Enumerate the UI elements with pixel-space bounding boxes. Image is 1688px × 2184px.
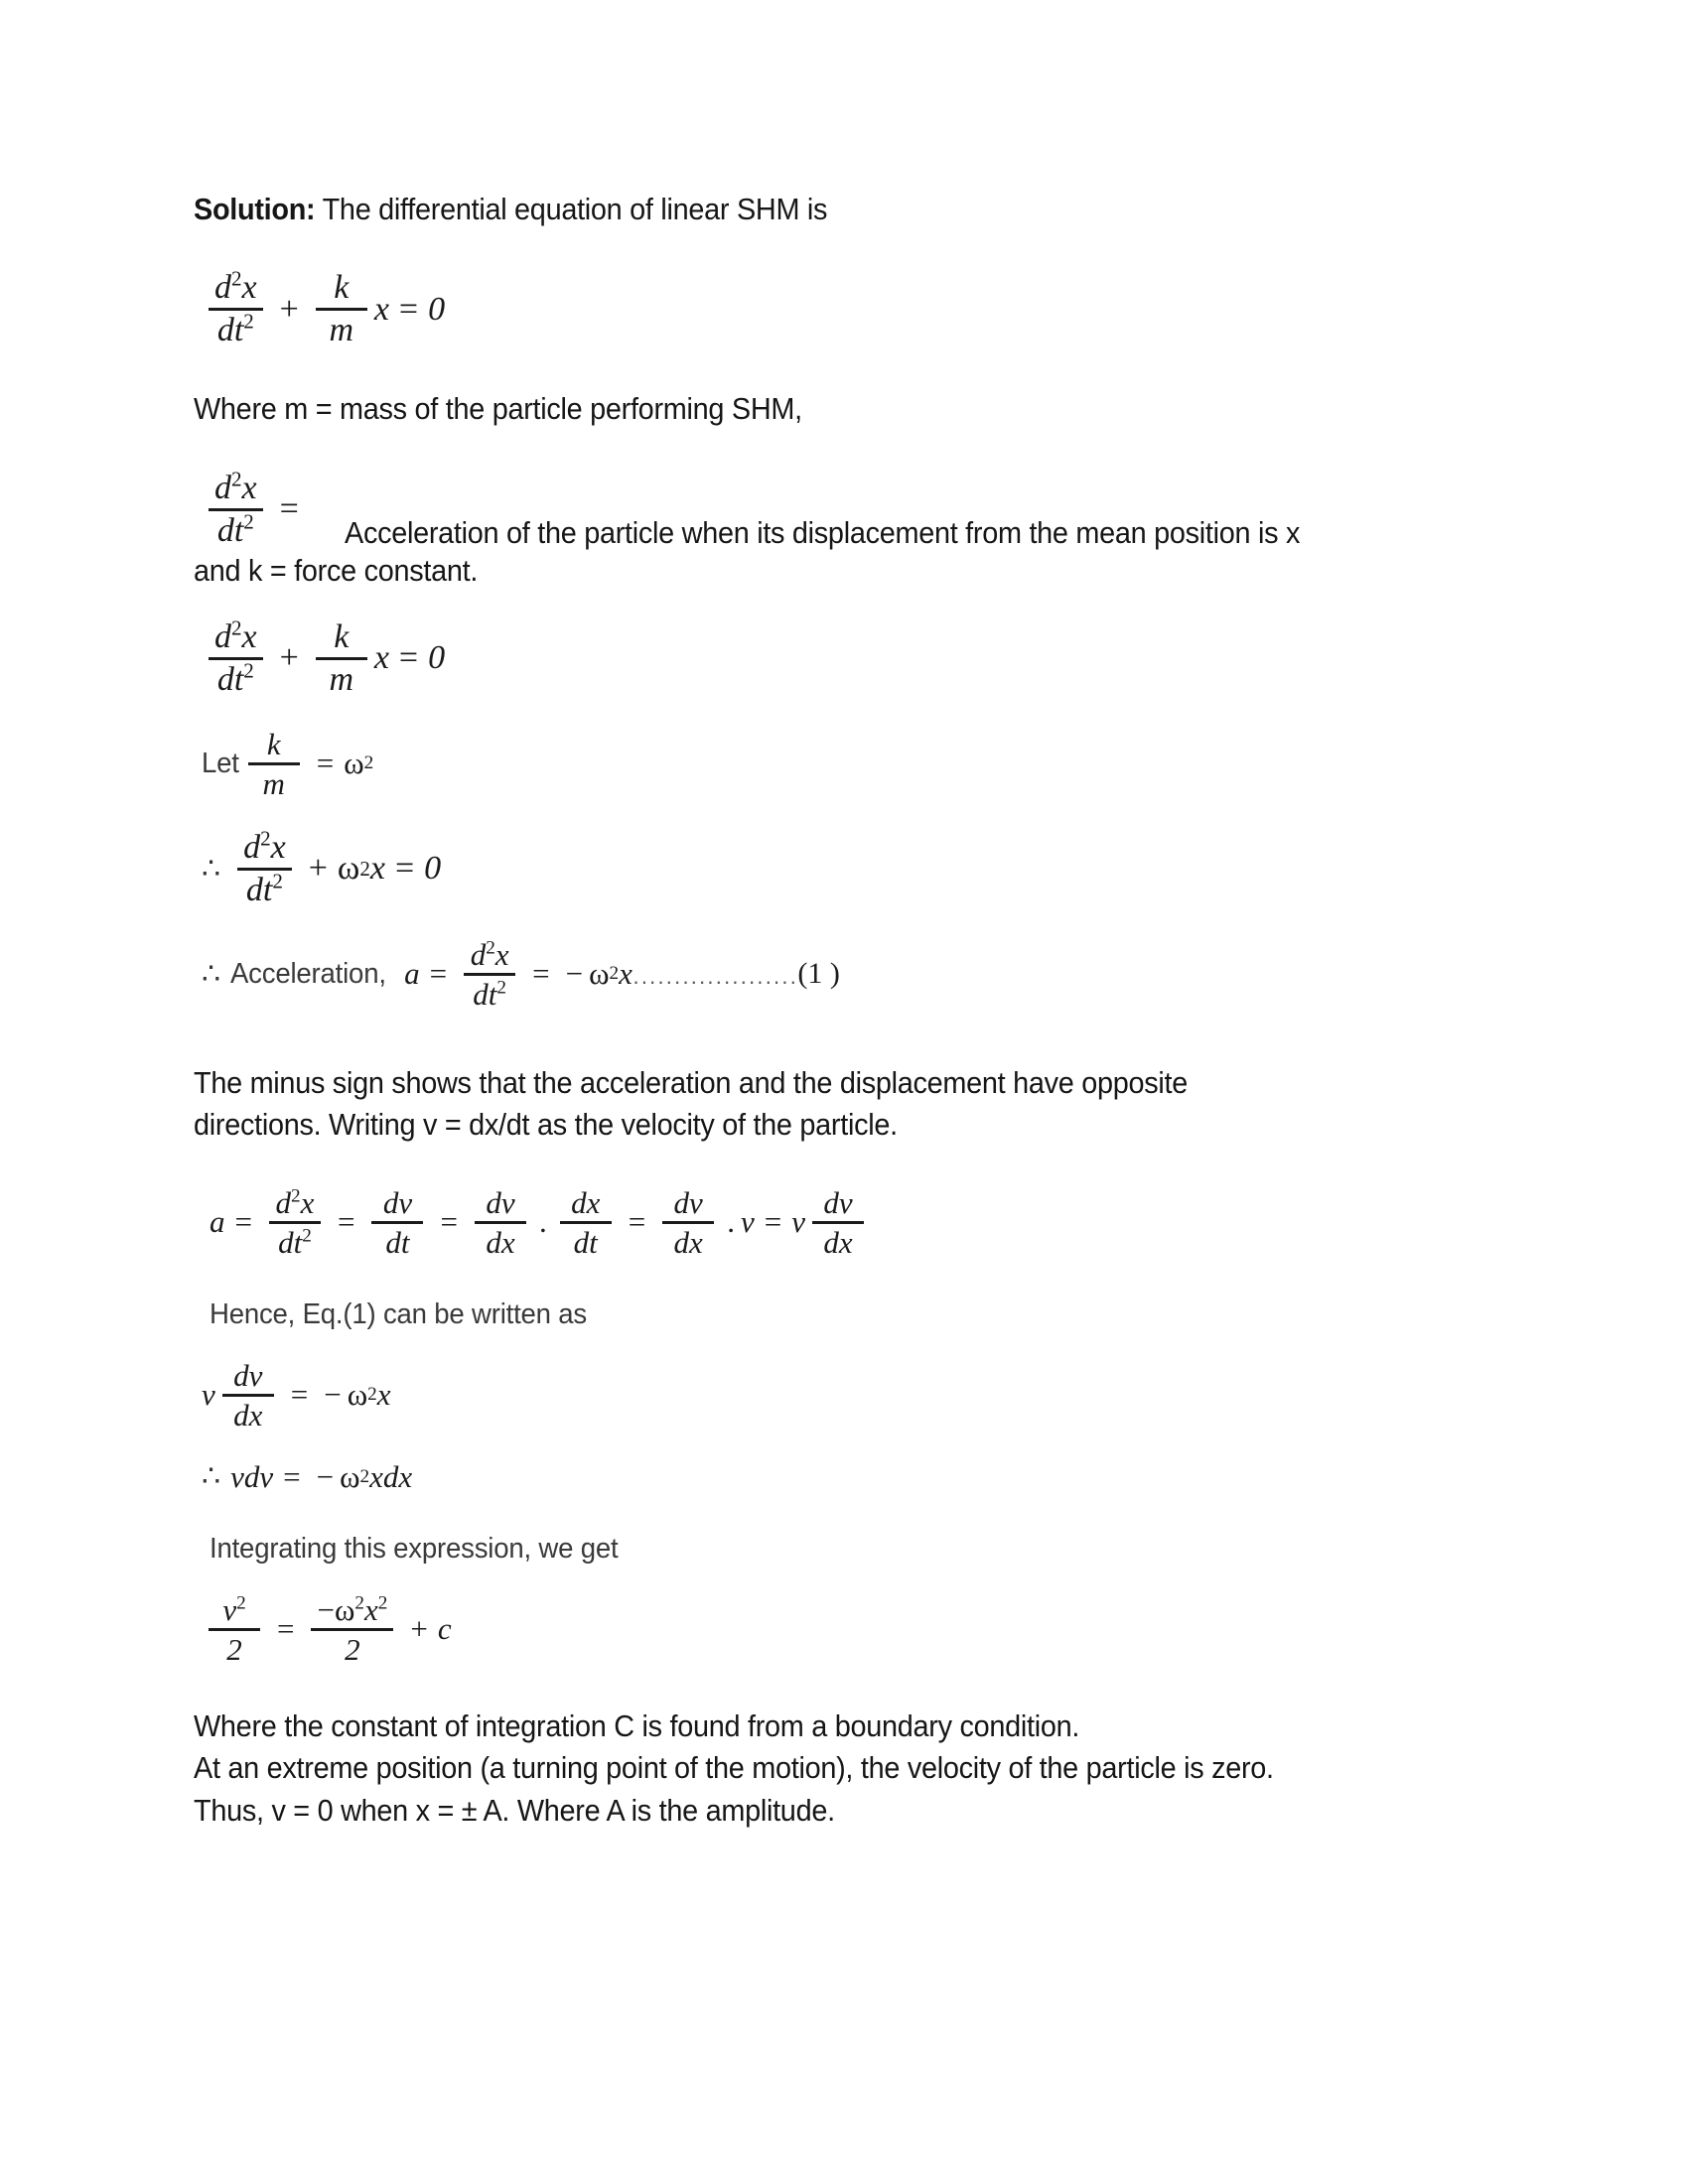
spacer [194, 1433, 1514, 1459]
operator-minus: − [317, 1591, 335, 1627]
operator-multiply-dot: . [727, 1204, 735, 1240]
operator-plus: + [410, 1611, 428, 1647]
symbol-x: x [300, 1184, 315, 1220]
fraction-numerator: k [334, 617, 350, 655]
symbol-omega: ω [344, 746, 364, 781]
symbol-c: c [437, 1611, 452, 1647]
symbol-dt: dt [245, 871, 273, 908]
spacer [194, 1566, 1514, 1591]
exponent-two: 2 [243, 509, 254, 534]
symbol-x: x [376, 1377, 391, 1413]
exponent-two: 2 [231, 467, 242, 491]
symbol-x: x [619, 956, 633, 992]
fraction-numerator: dx [571, 1184, 601, 1220]
fraction-k-m [316, 268, 367, 350]
spacer [194, 1495, 1514, 1533]
fraction-denominator: dx [823, 1224, 853, 1260]
fraction-denominator [211, 660, 260, 700]
exponent-two: 2 [496, 977, 506, 999]
symbol-dt: dt [216, 312, 244, 349]
exponent-two: 2 [377, 1592, 388, 1614]
exponent-two: 2 [486, 937, 495, 959]
symbol-x: x [241, 269, 257, 307]
let-label: Let [202, 747, 239, 779]
solution-intro-paragraph [194, 189, 1422, 230]
spacer [194, 1668, 1514, 1706]
value-zero: 0 [428, 639, 446, 677]
fraction-numerator [209, 617, 263, 657]
fraction-dv-dx [222, 1357, 274, 1433]
rhs-x-dx: xdx [369, 1458, 413, 1494]
symbol-dt: dt [216, 511, 244, 549]
fraction-k-m [316, 617, 367, 700]
fraction-dv-dx [662, 1184, 714, 1261]
exponent-two: 2 [236, 1592, 246, 1614]
fraction-numerator: dv [673, 1184, 703, 1220]
equation-velocity-differential: ν $\frac{dv}{dx}$ = − ω 2 x [202, 1357, 391, 1433]
fraction-denominator: dx [233, 1397, 263, 1433]
symbol-d: d [243, 828, 261, 866]
fraction-denominator: dx [486, 1224, 515, 1260]
operator-equals: = [337, 1204, 355, 1240]
fraction-d2x-dt2 [237, 828, 292, 910]
symbol-omega: ω [334, 1591, 355, 1627]
fraction-denominator [211, 511, 260, 551]
fraction-numerator: k [266, 726, 281, 761]
spacer [194, 431, 1514, 469]
spacer [194, 910, 1514, 936]
fraction-dv-dx [475, 1184, 526, 1261]
minus-sign-paragraph-line2: directions. Writing v = dx/dt as the velocity of the particle. [194, 1107, 898, 1143]
operator-equals: = [283, 1458, 301, 1494]
operator-equals: = [234, 1204, 252, 1240]
operator-plus: + [308, 850, 328, 887]
fraction-d2x-dt2 [464, 936, 515, 1013]
fraction-numerator [237, 828, 292, 868]
therefore-symbol: ∴ [202, 957, 221, 991]
spacer [194, 1013, 1514, 1062]
operator-minus: − [565, 956, 584, 992]
fraction-d2x-dt2 [209, 469, 263, 551]
operator-equals: = [394, 850, 415, 887]
closing-paragraph-line3: Thus, v = 0 when x = ± A. Where A is the amplitude. [194, 1792, 835, 1828]
spacer [194, 1331, 1514, 1357]
fraction-numerator: dv [823, 1184, 853, 1220]
operator-plus: + [279, 639, 299, 677]
exponent-two: 2 [243, 658, 254, 683]
symbol-nu: ν [222, 1591, 237, 1627]
fraction-denominator: dt [385, 1224, 410, 1260]
spacer [194, 1147, 1514, 1184]
symbol-omega: ω [337, 850, 360, 887]
exponent-two: 2 [243, 310, 254, 335]
operator-equals: = [279, 490, 299, 528]
fraction-dv-dx [812, 1184, 864, 1261]
symbol-d: d [275, 1184, 292, 1220]
equation-integrated-energy [202, 1591, 1514, 1668]
symbol-x: x [373, 639, 389, 677]
symbol-nu: ν [791, 1204, 805, 1240]
exponent-two: 2 [354, 1592, 364, 1614]
fraction-denominator: 2 [226, 1631, 242, 1667]
solution-label: Solution: [194, 192, 316, 226]
closing-paragraph-line2: At an extreme position (a turning point of the motion), the velocity of the particle is zero. [194, 1750, 1274, 1786]
spacer [194, 1261, 1514, 1298]
symbol-d: d [214, 617, 231, 655]
fraction-numerator: dv [382, 1184, 413, 1220]
operator-equals: = [290, 1377, 309, 1413]
fraction-denominator: m [262, 765, 285, 801]
operator-equals: = [398, 290, 419, 328]
fraction-denominator: m [329, 660, 354, 698]
fraction-numerator: dv [486, 1184, 515, 1220]
symbol-a: a [404, 956, 420, 992]
symbol-dt: dt [216, 660, 244, 698]
dotted-leader: ···················· [632, 969, 798, 995]
fraction-numerator: k [334, 269, 350, 307]
operator-equals: = [398, 639, 419, 677]
exponent-two: 2 [231, 267, 242, 292]
lhs-v-dv: νdv [230, 1458, 274, 1494]
operator-equals: = [277, 1611, 295, 1647]
equation-acceleration-one: ∴ Acceleration, a = $\frac{d^2x}{dt^2}$ = − ω 2 x ···················· (1 ) [202, 936, 840, 1012]
symbol-dt: dt [473, 976, 497, 1012]
operator-equals: = [316, 746, 335, 781]
equation-shm-differential [202, 268, 1514, 350]
symbol-x: x [270, 828, 286, 866]
fraction-denominator [272, 1224, 318, 1261]
equation-shm-differential-repeat [202, 617, 1514, 700]
operator-multiply-dot: . [538, 1204, 547, 1240]
equation-chain-rule-acceleration [210, 1184, 1514, 1261]
fraction-numerator [216, 1591, 251, 1628]
equation-omega-squared-definition: Let $\frac{k}{m}$ = ω 2 [202, 726, 374, 801]
fraction-dv-dt [371, 1184, 423, 1261]
value-zero: 0 [424, 850, 442, 887]
value-zero: 0 [428, 290, 446, 328]
therefore-symbol: ∴ [202, 1460, 221, 1494]
fraction-numerator [270, 1184, 321, 1221]
equation-separated-variables: ∴ νdv = − ω 2 xdx [202, 1458, 413, 1494]
exponent-two: 2 [272, 869, 283, 893]
fraction-numerator [311, 1591, 393, 1628]
symbol-x: x [369, 850, 385, 887]
symbol-x: x [363, 1591, 378, 1627]
fraction-numerator [209, 268, 263, 308]
symbol-x: x [494, 936, 509, 972]
fraction-dx-dt [560, 1184, 612, 1261]
symbol-d: d [214, 269, 231, 307]
spacer [194, 350, 1514, 388]
fraction-denominator: 2 [345, 1631, 360, 1667]
symbol-x: x [241, 617, 257, 655]
closing-paragraph-line1: Where the constant of integration C is found from a boundary condition. [194, 1707, 1080, 1743]
spacer [194, 230, 1514, 268]
symbol-d: d [214, 469, 231, 506]
fraction-d2x-dt2 [269, 1184, 321, 1261]
symbol-omega: ω [589, 956, 610, 992]
symbol-nu: ν [202, 1377, 215, 1413]
where-m-paragraph: Where m = mass of the particle performing SHM, [194, 391, 802, 427]
exponent-two: 2 [302, 1225, 312, 1247]
operator-equals: = [440, 1204, 458, 1240]
fraction-d2x-dt2 [209, 617, 263, 700]
fraction-omega2x2-2 [311, 1591, 393, 1668]
symbol-omega: ω [340, 1458, 360, 1494]
symbol-v: v [740, 1204, 755, 1240]
spacer [194, 802, 1514, 828]
fraction-denominator [467, 976, 512, 1013]
fraction-denominator [240, 871, 289, 910]
solution-content [194, 189, 1514, 1832]
solution-intro-text: The differential equation of linear SHM is [322, 192, 828, 226]
operator-equals: = [429, 956, 448, 992]
fraction-denominator [211, 311, 260, 350]
symbol-d: d [470, 936, 487, 972]
operator-equals: = [532, 956, 550, 992]
spacer [194, 592, 1514, 617]
equation-shm-with-omega: ∴ $\frac{d^2x}{dt^2}$ + ω 2 x = 0 [202, 826, 442, 908]
operator-minus: − [324, 1377, 342, 1413]
fraction-numerator [465, 936, 515, 973]
therefore-symbol: ∴ [202, 852, 221, 886]
operator-plus: + [279, 290, 299, 328]
integrating-paragraph: Integrating this expression, we get [210, 1532, 619, 1565]
operator-minus: − [316, 1458, 335, 1494]
spacer [194, 700, 1514, 726]
acceleration-label: Acceleration, [230, 957, 386, 990]
fraction-d2x-dt2 [209, 268, 263, 350]
fraction-denominator: m [329, 312, 354, 349]
fraction-denominator: dx [673, 1224, 703, 1260]
fraction-denominator: dt [573, 1224, 598, 1260]
symbol-x: x [373, 290, 389, 328]
acceleration-definition-block [194, 469, 1514, 551]
exponent-two: 2 [231, 615, 242, 640]
acceleration-description-text: Acceleration of the particle when its displacement from the mean position is x [344, 515, 1300, 551]
force-constant-paragraph: and k = force constant. [194, 552, 479, 588]
minus-sign-paragraph-line1: The minus sign shows that the acceleration and the displacement have opposite [194, 1064, 1188, 1100]
fraction-k-m [248, 726, 300, 802]
equation-number: (1 ) [797, 957, 840, 991]
fraction-numerator [209, 469, 263, 508]
fraction-numerator: dv [233, 1357, 263, 1393]
symbol-omega: ω [347, 1377, 368, 1413]
fraction-v2-2 [209, 1591, 260, 1668]
hence-eq-paragraph: Hence, Eq.(1) can be written as [210, 1297, 587, 1330]
symbol-x: x [241, 469, 257, 506]
symbol-a: a [210, 1204, 225, 1240]
operator-equals: = [628, 1204, 646, 1240]
operator-equals: = [764, 1204, 782, 1240]
symbol-dt: dt [278, 1224, 303, 1260]
exponent-two: 2 [291, 1185, 301, 1207]
equation-second-derivative [202, 469, 309, 551]
exponent-two: 2 [260, 826, 271, 851]
